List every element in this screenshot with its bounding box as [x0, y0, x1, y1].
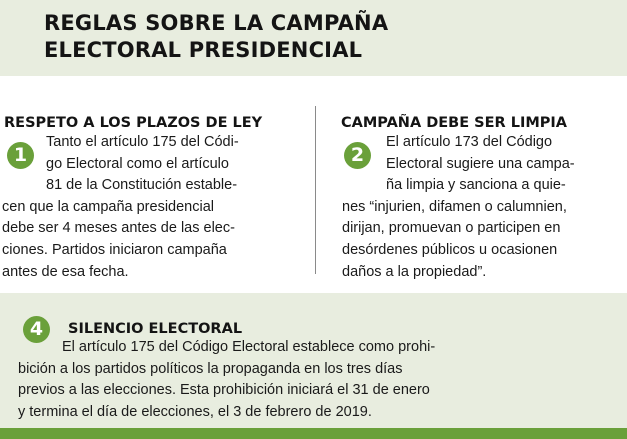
body-line: desórdenes públicos u ocasionen — [342, 241, 558, 258]
number-badge-2: 2 — [344, 142, 371, 169]
section-body-silencio-electoral — [18, 337, 436, 423]
body-line: bición a los partidos políticos la propaganda en los tres días — [18, 360, 403, 377]
body-line: y termina el día de elecciones, el 3 de febrero de 2019. — [18, 403, 372, 420]
section-heading-respeto-plazos: RESPETO A LOS PLAZOS DE LEY — [4, 115, 263, 131]
page-title — [44, 10, 388, 64]
body-line: Electoral sugiere una campa- — [386, 155, 575, 172]
section-heading-silencio-electoral: SILENCIO ELECTORAL — [68, 321, 243, 337]
body-line: ña limpia y sanciona a quie- — [386, 177, 566, 194]
body-line: cen que la campaña presidencial — [2, 198, 214, 215]
number-badge-4: 4 — [23, 316, 50, 343]
title-line: ELECTORAL PRESIDENCIAL — [44, 38, 363, 62]
column-divider — [315, 106, 316, 274]
number-badge-1: 1 — [7, 142, 34, 169]
body-line: El artículo 175 del Código Electoral establece como prohi- — [62, 339, 436, 355]
body-line: nes “injurien, difamen o calumnien, — [342, 198, 567, 215]
body-line: debe ser 4 meses antes de las elec- — [2, 220, 235, 237]
body-line: dirijan, promuevan o participen en — [342, 220, 561, 237]
section-heading-campana-limpia: CAMPAÑA DEBE SER LIMPIA — [341, 115, 568, 131]
body-line: go Electoral como el artículo — [46, 155, 229, 172]
body-line: El artículo 173 del Código — [386, 134, 553, 150]
body-line: daños a la propiedad”. — [342, 263, 487, 280]
bottom-accent-bar — [0, 428, 627, 439]
section-body-campana-limpia — [342, 132, 575, 283]
body-line: ciones. Partidos iniciaron campaña — [2, 241, 227, 258]
body-line: 81 de la Constitución estable- — [46, 177, 238, 194]
body-line: antes de esa fecha. — [2, 263, 129, 280]
section-body-respeto-plazos — [2, 132, 239, 283]
title-line: REGLAS SOBRE LA CAMPAÑA — [44, 11, 389, 35]
body-line: previos a las elecciones. Esta prohibición iniciará el 31 de enero — [18, 382, 430, 399]
body-line: Tanto el artículo 175 del Códi- — [46, 134, 239, 150]
